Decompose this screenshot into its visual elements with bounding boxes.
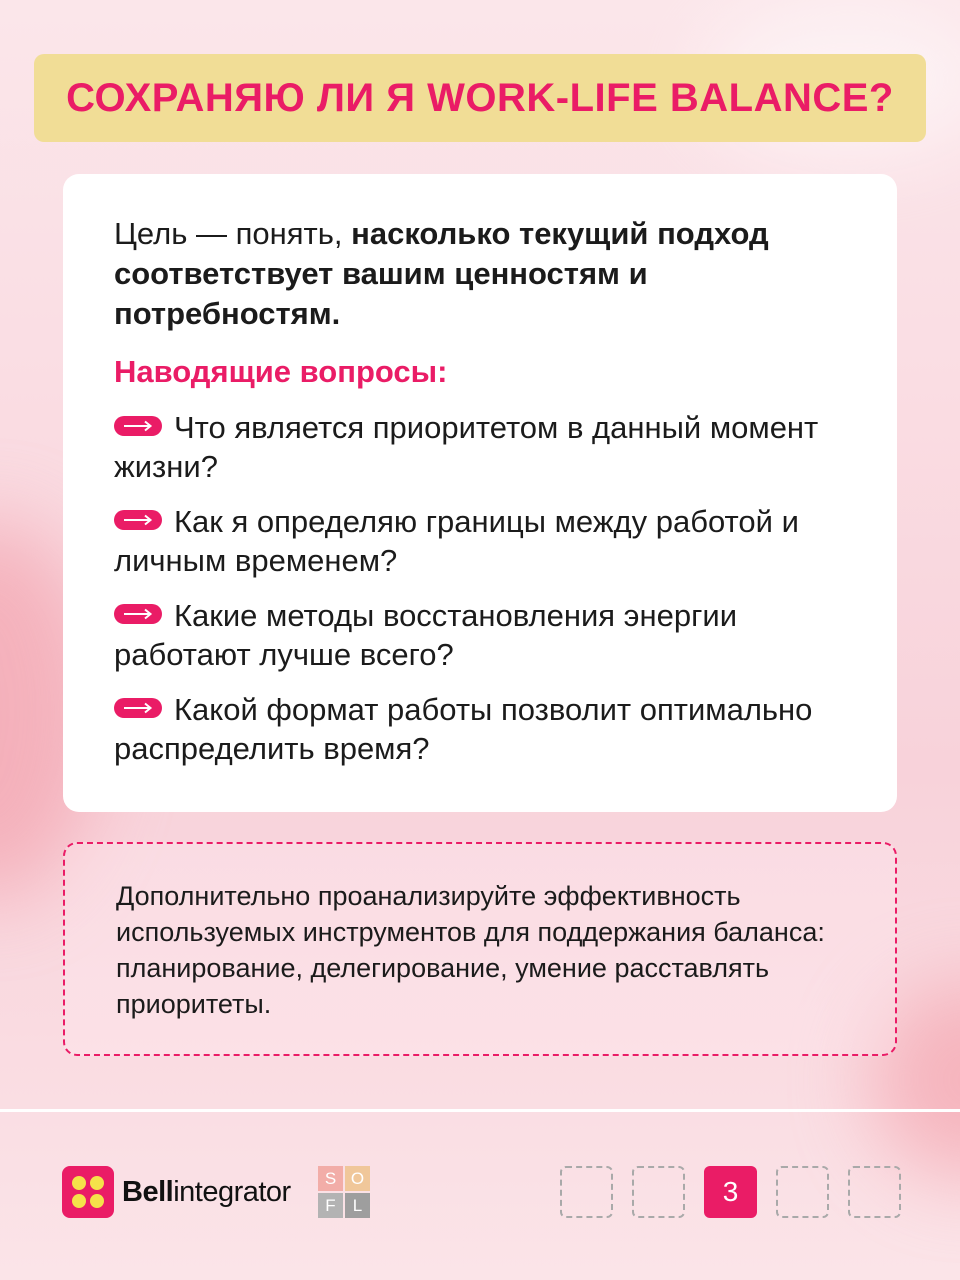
- goal-text: [114, 214, 847, 334]
- sofl-letter: L: [345, 1193, 370, 1218]
- footer-divider: [0, 1109, 960, 1112]
- question-text: Какой формат работы позволит оптимально распределить время?: [114, 692, 813, 766]
- goal-lead: Цель — понять,: [114, 216, 352, 251]
- note-text: Дополнительно проанализируйте эффективность используемых инструментов для поддержания баланса: планирование, делегирование, умение расставлять приоритеты.: [116, 881, 825, 1019]
- question-text: Какие методы восстановления энергии работают лучше всего?: [114, 598, 738, 672]
- note-box: [63, 842, 897, 1056]
- question-text: Что является приоритетом в данный момент жизни?: [114, 410, 819, 484]
- title-banner: [34, 54, 926, 142]
- question-text: Как я определяю границы между работой и личным временем?: [114, 504, 799, 578]
- goal-bold: насколько текущий подход соответствует вашим ценностям и потребностям.: [114, 216, 769, 331]
- arrow-icon: [114, 698, 162, 718]
- page-slot: [632, 1166, 685, 1218]
- current-page: 3: [704, 1166, 757, 1218]
- arrow-icon: [114, 604, 162, 624]
- page-title: СОХРАНЯЮ ЛИ Я WORK-LIFE BALANCE?: [66, 75, 894, 120]
- sofl-letter: O: [345, 1166, 370, 1191]
- question-item: [114, 596, 847, 674]
- question-item: [114, 690, 847, 768]
- page-slot: [776, 1166, 829, 1218]
- main-card: [63, 174, 897, 812]
- sofl-letter: S: [318, 1166, 343, 1191]
- bell-logo-text: Bellintegrator: [122, 1175, 291, 1208]
- sofl-letter: F: [318, 1193, 343, 1218]
- bellintegrator-logo: [62, 1166, 291, 1218]
- question-item: [114, 408, 847, 486]
- question-item: [114, 502, 847, 580]
- arrow-icon: [114, 416, 162, 436]
- page-slot: [560, 1166, 613, 1218]
- page-indicator: [560, 1166, 901, 1218]
- questions-list: [114, 408, 847, 768]
- questions-heading: Наводящие вопросы:: [114, 354, 448, 389]
- bell-logo-icon: [62, 1166, 114, 1218]
- sofl-logo: [318, 1166, 370, 1218]
- arrow-icon: [114, 510, 162, 530]
- page-slot: [848, 1166, 901, 1218]
